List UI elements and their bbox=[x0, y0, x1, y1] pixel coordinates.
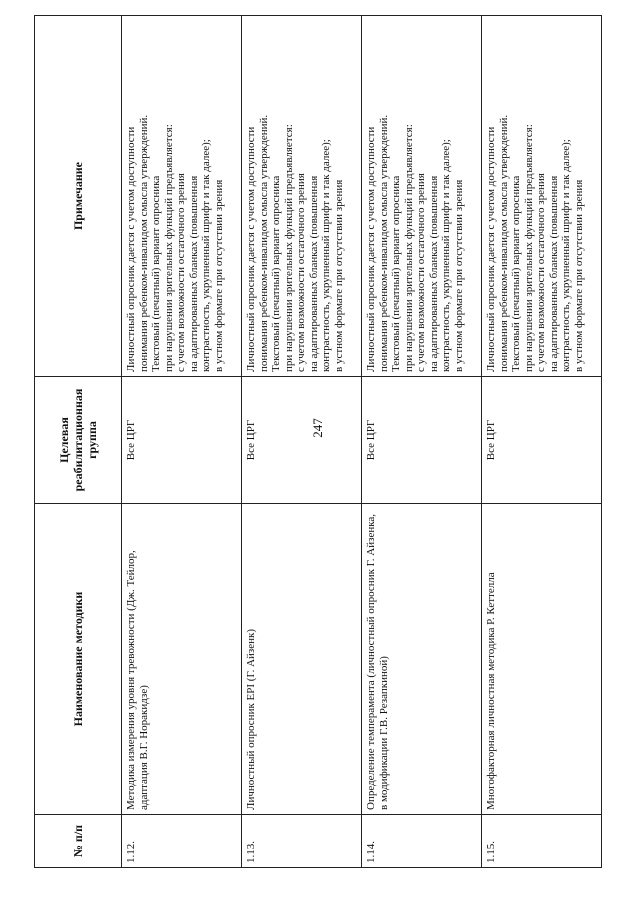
note-line: Личностный опросник дается с учетом доступности bbox=[245, 126, 257, 372]
row-group: Все ЦРГ bbox=[242, 377, 362, 504]
note-line: с учетом возможности остаточного зрения bbox=[415, 173, 427, 372]
note-line: в устном формате при отсутствии зрения bbox=[572, 179, 585, 372]
note-line: контрастность, укрупненный шрифт и так далее); bbox=[440, 139, 452, 372]
row-note bbox=[122, 16, 242, 377]
row-note bbox=[362, 16, 482, 377]
header-name: Наименование методики bbox=[35, 504, 122, 815]
note-line: Текстовый (печатный) вариант опросника bbox=[390, 175, 402, 372]
note-line: Личностный опросник дается с учетом доступности bbox=[125, 126, 137, 372]
note-line: контрастность, укрупненный шрифт и так далее); bbox=[320, 139, 332, 372]
note-line: с учетом возможности остаточного зрения bbox=[535, 173, 547, 372]
note-line: контрастность, укрупненный шрифт и так далее); bbox=[560, 139, 572, 372]
row-note bbox=[242, 16, 362, 377]
note-line: на адаптированных бланках (повышенная bbox=[307, 175, 320, 372]
table-header-row bbox=[35, 16, 122, 868]
methods-table bbox=[34, 15, 602, 868]
note-line: при нарушении зрительных функций предъявляется: bbox=[282, 124, 295, 372]
table-row bbox=[362, 16, 482, 868]
row-method-name: Многофакторная личностная методика Р. Кеттелла bbox=[482, 504, 602, 815]
table-row bbox=[122, 16, 242, 868]
note-line: Личностный опросник дается с учетом доступности bbox=[485, 126, 497, 372]
note-line: понимания ребенком-инвалидом смысла утверждений. bbox=[377, 114, 390, 372]
header-group: Целевая реабилитационная группа bbox=[35, 377, 122, 504]
row-note bbox=[482, 16, 602, 377]
note-line: при нарушении зрительных функций предъявляется: bbox=[402, 124, 415, 372]
row-num: 1.14. bbox=[362, 815, 482, 868]
row-num: 1.15. bbox=[482, 815, 602, 868]
note-line: понимания ребенком-инвалидом смысла утверждений. bbox=[497, 114, 510, 372]
note-line: в устном формате при отсутствии зрения bbox=[212, 179, 225, 372]
note-line: с учетом возможности остаточного зрения bbox=[175, 173, 187, 372]
note-line: на адаптированных бланках (повышенная bbox=[547, 175, 560, 372]
row-method-name: Личностный опросник EPI (Г. Айзенк) bbox=[242, 504, 362, 815]
note-line: в устном формате при отсутствии зрения bbox=[332, 179, 345, 372]
note-line: понимания ребенком-инвалидом смысла утверждений. bbox=[137, 114, 150, 372]
row-method-name: Определение темперамента (личностный опросник Г. Айзенка, в модификации Г.В. Резапкиной) bbox=[362, 504, 482, 815]
note-line: с учетом возможности остаточного зрения bbox=[295, 173, 307, 372]
note-line: на адаптированных бланках (повышенная bbox=[427, 175, 440, 372]
row-group: Все ЦРГ bbox=[122, 377, 242, 504]
note-line: Текстовый (печатный) вариант опросника bbox=[510, 175, 522, 372]
note-line: Текстовый (печатный) вариант опросника bbox=[150, 175, 162, 372]
note-line: Личностный опросник дается с учетом доступности bbox=[365, 126, 377, 372]
note-line: на адаптированных бланках (повышенная bbox=[187, 175, 200, 372]
row-num: 1.12. bbox=[122, 815, 242, 868]
note-line: при нарушении зрительных функций предъявляется: bbox=[522, 124, 535, 372]
note-line: Текстовый (печатный) вариант опросника bbox=[270, 175, 282, 372]
note-line: понимания ребенком-инвалидом смысла утверждений. bbox=[257, 114, 270, 372]
table-row bbox=[482, 16, 602, 868]
rotated-table-container bbox=[34, 52, 600, 868]
row-method-name: Методика измерения уровня тревожности (Дж. Тейлор, адаптация В.Г. Норакидзе) bbox=[122, 504, 242, 815]
page-number: 247 bbox=[310, 418, 325, 438]
note-line: в устном формате при отсутствии зрения bbox=[452, 179, 465, 372]
row-group: Все ЦРГ bbox=[362, 377, 482, 504]
header-num: № п/п bbox=[35, 815, 122, 868]
note-line: при нарушении зрительных функций предъявляется: bbox=[162, 124, 175, 372]
row-group: Все ЦРГ bbox=[482, 377, 602, 504]
table-row bbox=[242, 16, 362, 868]
header-note: Примечание bbox=[35, 16, 122, 377]
row-num: 1.13. bbox=[242, 815, 362, 868]
note-line: контрастность, укрупненный шрифт и так далее); bbox=[200, 139, 212, 372]
